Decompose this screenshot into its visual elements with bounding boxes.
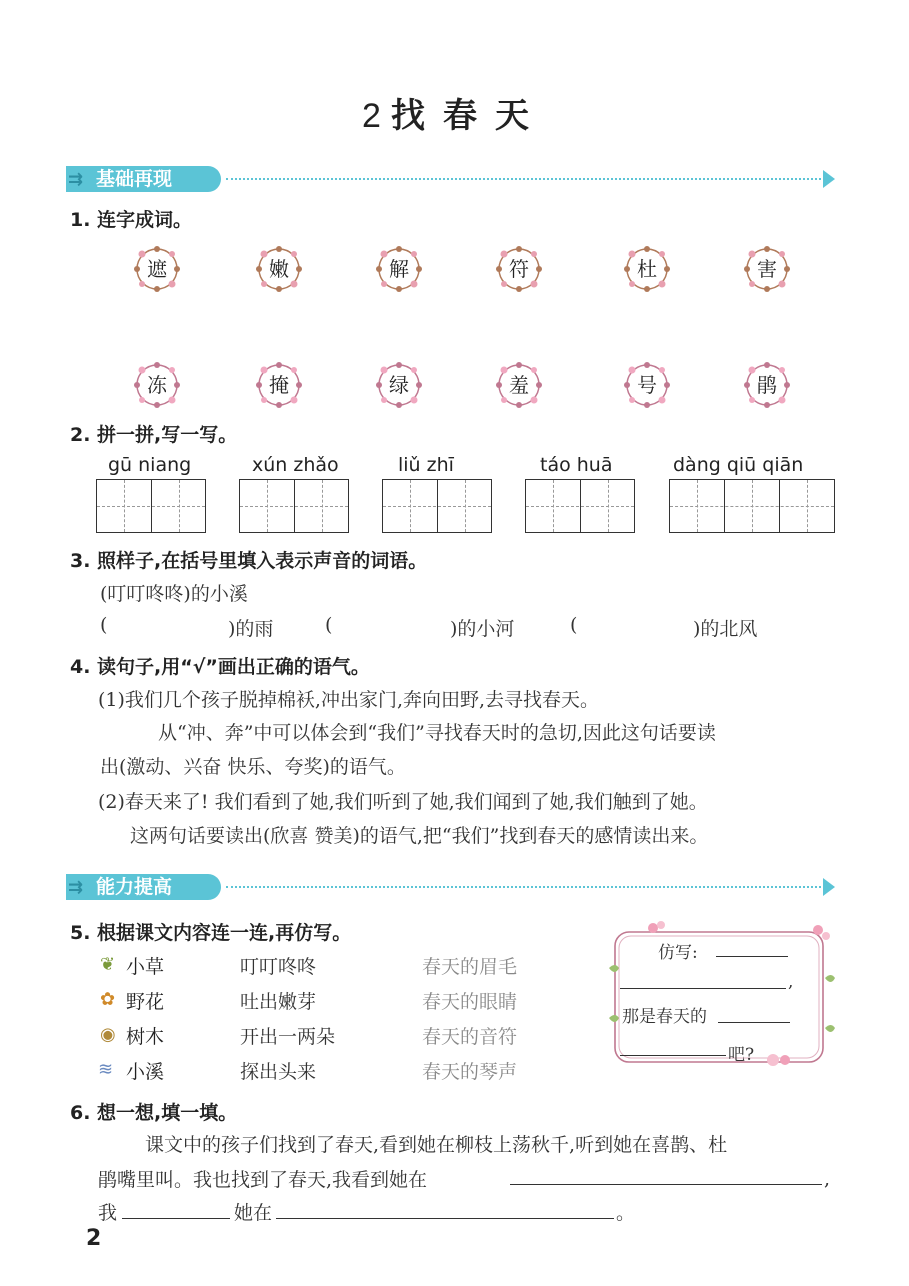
right-item-2: 春天的眼睛 [422,991,518,1013]
left-item-1: 小草 [126,956,165,978]
imitate-blank-4[interactable] [620,1055,726,1056]
bottom-wreath[interactable] [618,356,676,414]
right-item-3: 春天的音符 [422,1026,518,1048]
q4-sentence-1-b: 出(激动、兴奋 快乐、夸奖)的语气。 [100,756,406,778]
writing-grid-1[interactable] [96,479,206,533]
writing-grid-5[interactable] [669,479,835,533]
left-item-2: 野花 [126,991,165,1013]
top-wreath[interactable] [370,240,428,298]
q6-line-3-b: 她在 [234,1202,273,1224]
example-text: (叮叮咚咚)的小溪 [100,583,248,605]
left-item-3: 树木 [126,1026,165,1048]
blank-close-1: )的雨 [228,618,274,640]
question-1-label: 1. 连字成词。 [70,209,193,231]
imitate-blank-1[interactable] [716,956,788,957]
question-6-label: 6. 想一想,填一填。 [70,1102,238,1124]
q6-line-2: 鹃嘴里叫。我也找到了春天,我看到她在 [98,1169,428,1191]
right-item-4: 春天的琴声 [422,1061,518,1083]
lesson-title [0,88,909,137]
blank-open-1: ( [100,614,108,636]
q6-line-3-a: 我 [98,1202,118,1224]
bottom-char: 绿 [389,373,409,397]
writing-grid-3[interactable] [382,479,492,533]
flower-icon: ✿ [100,989,116,1010]
middle-item-2: 吐出嫩芽 [240,991,317,1013]
q4-sentence-2-a: 这两句话要读出(欣喜 赞美)的语气,把“我们”找到春天的感情读出来。 [130,825,709,847]
bottom-wreath[interactable] [370,356,428,414]
middle-item-1: 叮叮咚咚 [240,956,317,978]
top-char: 解 [389,257,409,281]
section-title-basic: 基础再现 [96,168,173,190]
tree-icon: ◉ [100,1024,116,1045]
top-char: 嫩 [269,257,289,281]
imitate-comma: , [788,972,794,992]
q6-line-3-end: 。 [616,1202,636,1224]
top-char: 害 [757,257,777,281]
section-bar-basic [66,166,836,192]
lesson-number: 2 [362,97,381,135]
section-title-advanced: 能力提高 [96,876,173,898]
section-tag-basic [66,166,221,192]
top-char: 杜 [637,257,657,281]
q6-blank-3[interactable] [276,1218,614,1219]
lesson-title-text: 找春天 [390,96,547,136]
question-3-label: 3. 照样子,在括号里填入表示声音的词语。 [70,550,428,572]
imitation-frame [603,918,835,1073]
top-wreath[interactable] [490,240,548,298]
q4-sentence-1-a: 从“冲、奔”中可以体会到“我们”寻找春天时的急切,因此这句话要读 [158,722,716,744]
bottom-char: 鹃 [757,373,777,397]
imitate-that-is: 那是春天的 [622,1007,707,1027]
arrow-right-icon [823,170,835,188]
question-2-label: 2. 拼一拼,写一写。 [70,424,238,446]
blank-open-2: ( [325,614,333,636]
top-wreath[interactable] [128,240,186,298]
bottom-wreath[interactable] [490,356,548,414]
question-4-label: 4. 读句子,用“√”画出正确的语气。 [70,656,370,678]
pinyin-1: gū niang [108,454,192,476]
pinyin-2: xún zhǎo [252,454,339,476]
imitate-blank-3[interactable] [718,1022,790,1023]
imitate-label: 仿写: [658,943,698,963]
section-mark-icon: ⇉ [68,877,84,898]
pinyin-3: liǔ zhī [398,454,454,476]
q6-blank-1[interactable] [510,1184,822,1185]
bottom-wreath[interactable] [128,356,186,414]
bottom-wreath[interactable] [738,356,796,414]
top-char: 遮 [147,257,167,281]
stream-icon: ≋ [98,1059,114,1080]
right-item-1: 春天的眉毛 [422,956,518,978]
middle-item-3: 开出一两朵 [240,1026,336,1048]
section-mark-icon: ⇉ [68,169,84,190]
middle-item-4: 探出头来 [240,1061,317,1083]
blank-open-3: ( [570,614,578,636]
grass-icon: ❦ [100,954,116,975]
q6-blank-2[interactable] [122,1218,230,1219]
bottom-char: 掩 [269,373,289,397]
left-item-4: 小溪 [126,1061,165,1083]
q6-line-1: 课文中的孩子们找到了春天,看到她在柳枝上荡秋千,听到她在喜鹊、杜 [145,1134,728,1156]
q4-sentence-2: (2)春天来了! 我们看到了她,我们听到了她,我们闻到了她,我们触到了她。 [98,791,708,813]
top-wreath[interactable] [738,240,796,298]
floral-frame-icon [603,918,835,1073]
imitate-blank-2[interactable] [620,988,786,989]
writing-grid-2[interactable] [239,479,349,533]
bottom-char: 羞 [509,373,529,397]
arrow-right-icon [823,878,835,896]
section-divider [226,886,821,888]
section-bar-advanced [66,874,836,900]
pinyin-5: dàng qiū qiān [673,454,804,476]
top-wreath[interactable] [618,240,676,298]
writing-grid-4[interactable] [525,479,635,533]
section-tag-advanced [66,874,221,900]
top-char: 符 [509,257,529,281]
bottom-char: 号 [637,373,657,397]
imitate-ba: 吧? [728,1045,755,1065]
top-wreath[interactable] [250,240,308,298]
q6-line-2-end: , [824,1168,831,1190]
bottom-char: 冻 [147,373,167,397]
bottom-wreath[interactable] [250,356,308,414]
q4-sentence-1: (1)我们几个孩子脱掉棉袄,冲出家门,奔向田野,去寻找春天。 [98,689,600,711]
pinyin-4: táo huā [540,454,613,476]
page-number: 2 [86,1226,102,1251]
question-5-label: 5. 根据课文内容连一连,再仿写。 [70,922,352,944]
blank-close-2: )的小河 [450,618,515,640]
blank-close-3: )的北风 [693,618,758,640]
section-divider [226,178,821,180]
